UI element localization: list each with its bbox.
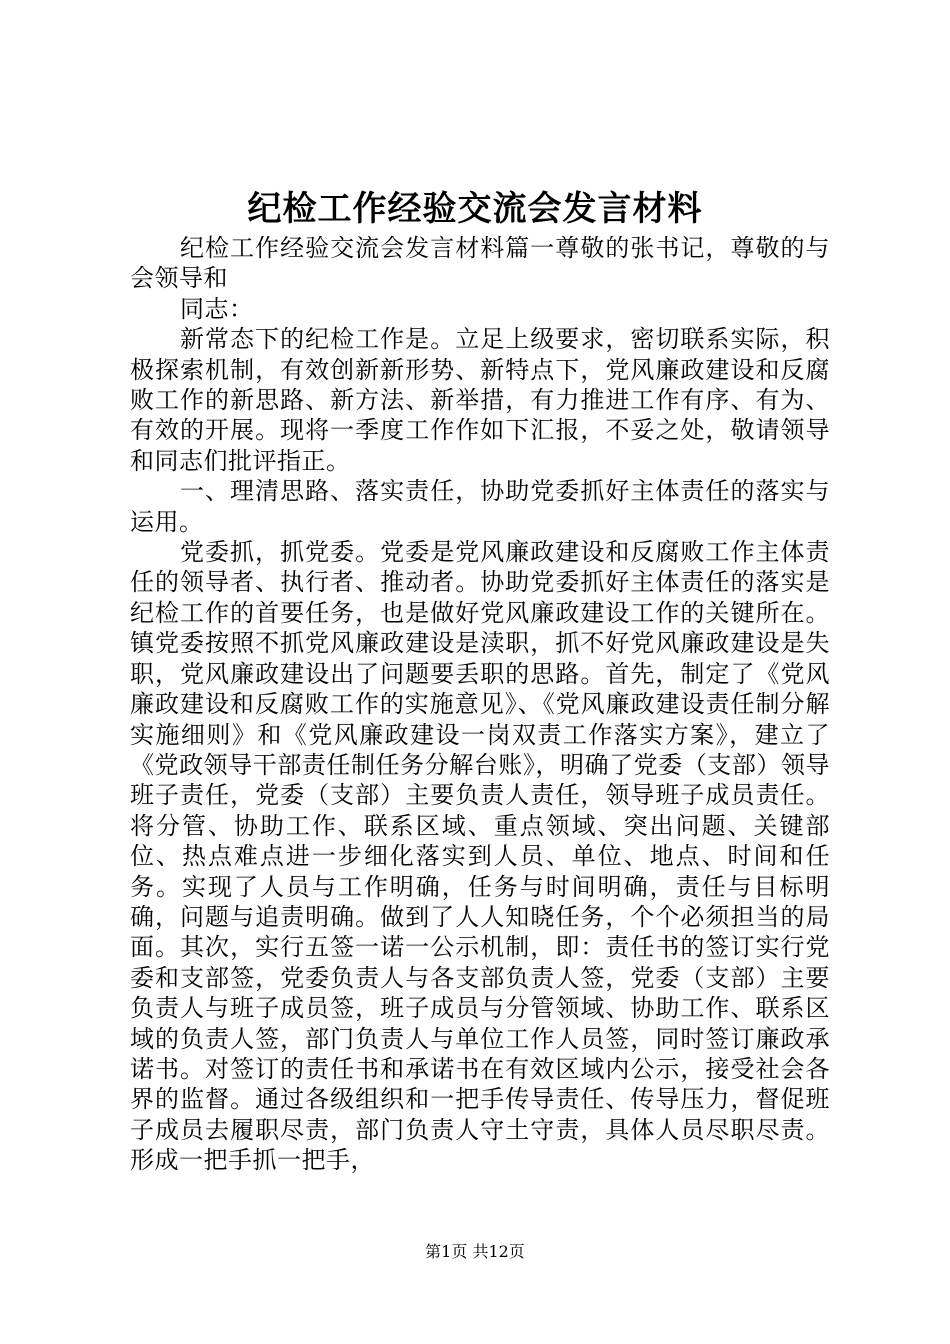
document-title: 纪检工作经验交流会发言材料 (247, 189, 703, 229)
paragraph-section-heading: 一、理清思路、落实责任，协助党委抓好主体责任的落实与运用。 (130, 477, 830, 536)
page-number-footer: 第1页 共12页 (425, 1242, 525, 1261)
paragraph-section-body: 党委抓，抓党委。党委是党风廉政建设和反腐败工作主体责任的领导者、执行者、推动者。协助党委抓好主体责任的落实是纪检工作的首要任务，也是做好党风廉政建设工作的关键所在。镇党委按照不抓党风廉政建设是渎职，抓不好党风廉政建设是失职，党风廉政建设出了问题要丢职的思路。首先，制定了《党风廉政建设和反腐败工作的实施意见》、《党风廉政建设责任制分解实施细则》和《党风廉政建设一岗双责工作落实方案》，建立了《党政领导干部责任制任务分解台账》，明确了党委（支部）领导班子责任，党委（支部）主要负责人责任，领导班子成员责任。将分管、协助工作、联系区域、重点领域、突出问题、关键部位、热点难点进一步细化落实到人员、单位、地点、时间和任务。实现了人员与工作明确，任务与时间明确，责任与目标明确，问题与追责明确。做到了人人知晓任务，个个必须担当的局面。其次，实行五签一诺一公示机制，即：责任书的签订实行党委和支部签，党委负责人与各支部负责人签，党委（支部）主要负责人与班子成员签，班子成员与分管领域、协助工作、联系区域的负责人签，部门负责人与单位工作人员签，同时签订廉政承诺书。对签订的责任书和承诺书在有效区域内公示，接受社会各界的监督。通过各级组织和一把手传导责任、传导压力，督促班子成员去履职尽责，部门负责人守土守责，具体人员尽职尽责。形成一把手抓一把手， (130, 538, 830, 1175)
paragraph-opening: 纪检工作经验交流会发言材料篇一尊敬的张书记，尊敬的与会领导和 (130, 234, 830, 293)
paragraph-introduction: 新常态下的纪检工作是。立足上级要求，密切联系实际，积极探索机制，有效创新新形势、新特点下，党风廉政建设和反腐败工作的新思路、新方法、新举措，有力推进工作有序、有为、有效的开展。现将一季度工作作如下汇报，不妥之处，敬请领导和同志们批评指正。 (130, 325, 830, 475)
document-body (130, 233, 830, 1176)
paragraph-salutation: 同志： (180, 294, 254, 323)
